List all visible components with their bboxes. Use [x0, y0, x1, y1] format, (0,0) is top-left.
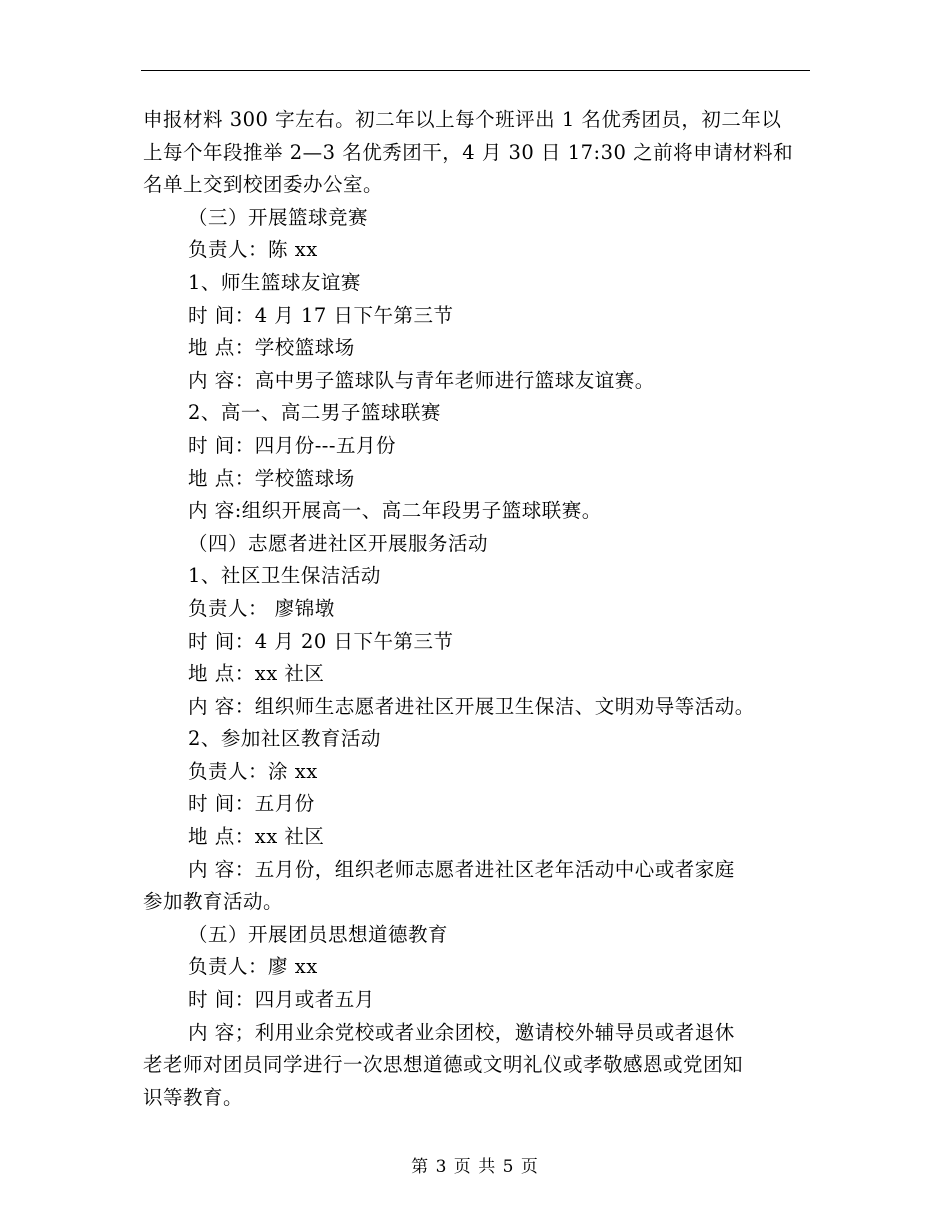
text-line: 老老师对团员同学进行一次思想道德或文明礼仪或孝敬感恩或党团知 [143, 1053, 744, 1077]
text-line: 地 点：xx 社区 [188, 825, 325, 849]
text-line: （三）开展篮球竞赛 [188, 205, 369, 229]
document-body [143, 104, 815, 1114]
text-line: （四）志愿者进社区开展服务活动 [188, 531, 489, 555]
text-line: 名单上交到校团委办公室。 [143, 173, 384, 197]
text-line: 1、师生篮球友谊赛 [188, 270, 361, 294]
text-line: 负责人： 廖锦墩 [188, 596, 335, 620]
text-line: 负责人：涂 xx [188, 759, 318, 783]
text-line: 负责人：廖 xx [188, 955, 318, 979]
text-line: 上每个年段推举 2—3 名优秀团干，4 月 30 日 17:30 之前将申请材料和 [143, 140, 794, 164]
text-line: 1、社区卫生保洁活动 [188, 564, 381, 588]
text-line: 内 容；利用业余党校或者业余团校，邀请校外辅导员或者退休 [188, 1020, 735, 1044]
text-line: 时 间：4 月 17 日下午第三节 [188, 303, 454, 327]
text-line: 内 容：五月份，组织老师志愿者进社区老年活动中心或者家庭 [188, 857, 735, 881]
text-line: 内 容:组织开展高一、高二年段男子篮球联赛。 [188, 499, 602, 523]
text-line: 内 容：高中男子篮球队与青年老师进行篮球友谊赛。 [188, 368, 655, 392]
text-line: 地 点：学校篮球场 [188, 466, 355, 490]
text-line: 时 间：4 月 20 日下午第三节 [188, 629, 454, 653]
text-line: 2、参加社区教育活动 [188, 727, 381, 751]
header-rule [141, 70, 810, 71]
text-line: 负责人：陈 xx [188, 238, 318, 262]
text-line: 时 间：五月份 [188, 792, 315, 816]
text-line: 地 点：学校篮球场 [188, 336, 355, 360]
text-line: 参加教育活动。 [143, 890, 284, 914]
text-line: 识等教育。 [143, 1085, 244, 1109]
text-line: 内 容：组织师生志愿者进社区开展卫生保洁、文明劝导等活动。 [188, 694, 755, 718]
page-number: 第 3 页 共 5 页 [411, 1157, 539, 1177]
text-line: 时 间：四月份---五月份 [188, 433, 396, 457]
text-line: 2、高一、高二男子篮球联赛 [188, 401, 441, 425]
text-line: 时 间：四月或者五月 [188, 988, 375, 1012]
text-line: 地 点：xx 社区 [188, 662, 325, 686]
text-line: （五）开展团员思想道德教育 [188, 922, 449, 946]
text-line: 申报材料 300 字左右。初二年以上每个班评出 1 名优秀团员，初二年以 [143, 108, 782, 131]
